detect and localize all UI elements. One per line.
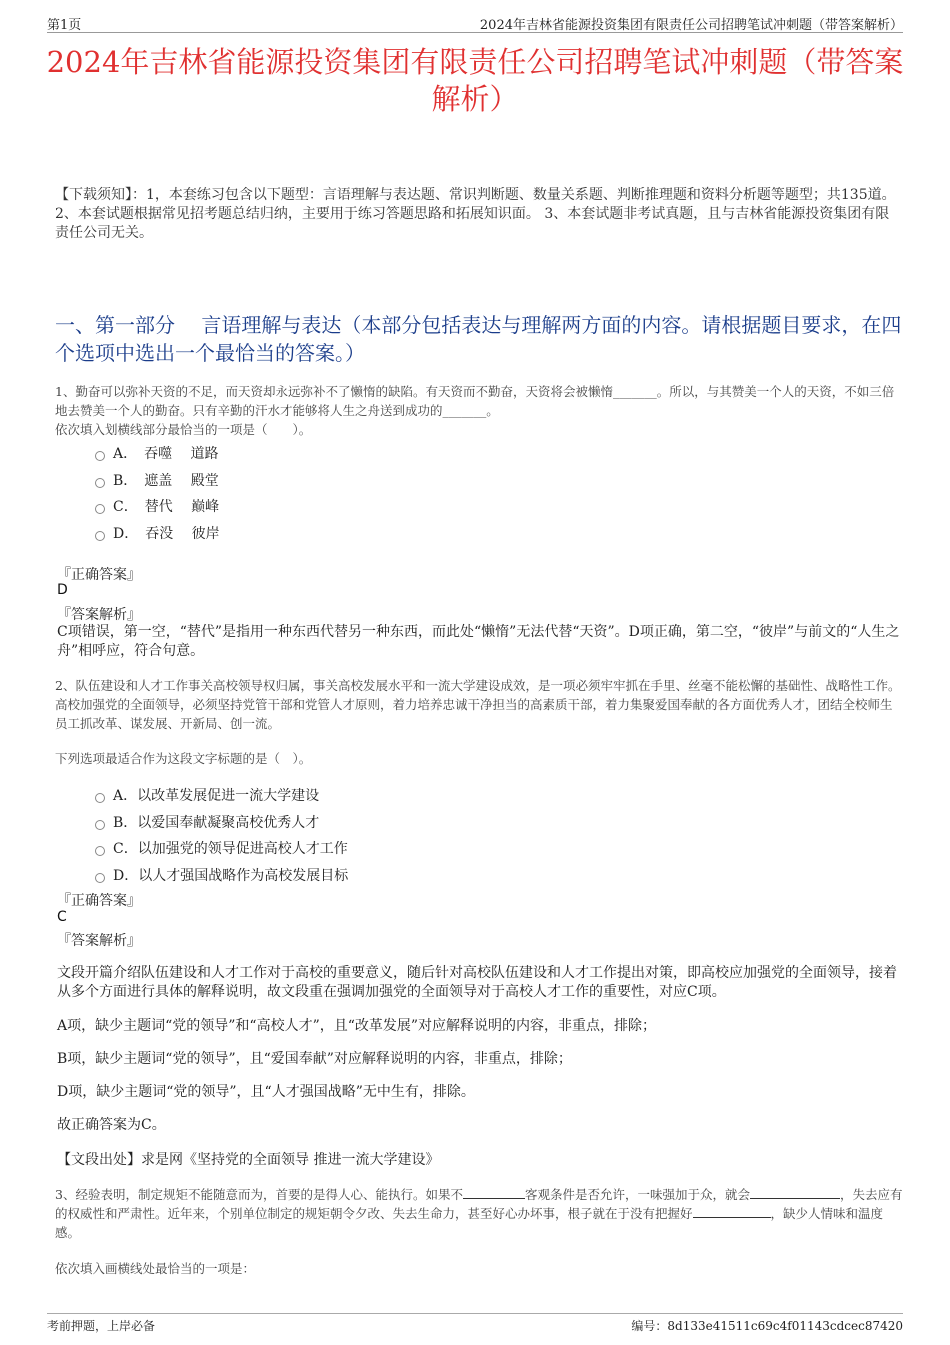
question-2-answer-label: 『正确答案』 — [57, 893, 141, 909]
page-footer — [47, 1313, 903, 1336]
question-2-option-d[interactable]: D．以人才强国战略作为高校发展目标 — [95, 862, 348, 889]
fill-blank[interactable] — [693, 1205, 771, 1218]
question-2-analysis-p4: D项，缺少主题词“党的领导”，且“人才强国战略”无中生有，排除。 — [57, 1084, 475, 1100]
question-2-analysis-p5: 故正确答案为C。 — [57, 1117, 166, 1133]
question-1-answer: D — [57, 582, 68, 598]
fill-blank[interactable] — [463, 1186, 525, 1199]
radio-button[interactable] — [95, 793, 105, 803]
question-3-part-b: 客观条件是否允许，一味强加于众，就会 — [524, 1187, 750, 1202]
question-3-part-a: 3、经验表明，制定规矩不能随意而为，首要的是得人心、能执行。如果不 — [55, 1187, 463, 1202]
question-1-options — [95, 440, 220, 546]
radio-button[interactable] — [95, 504, 105, 514]
question-1-option-d[interactable]: D． 吞没 彼岸 — [95, 520, 220, 547]
question-2-option-c[interactable]: C．以加强党的领导促进高校人才工作 — [95, 835, 348, 862]
section-heading: 一、第一部分 言语理解与表达（本部分包括表达与理解两方面的内容。请根据题目要求，在四个选项中选出一个最恰当的答案。） — [55, 313, 902, 365]
header-doc-title: 2024年吉林省能源投资集团有限责任公司招聘笔试冲刺题（带答案解析） — [479, 18, 903, 33]
download-notice: 【下载须知】：1，本套练习包含以下题型：言语理解与表达题、常识判断题、数量关系题、判断推理题和资料分析题等题型；共135道。 2、本套试题根据常见招考题总结归纳，主要用于练习答题思路和拓展知识面。 3、本套试题非考试真题，且与吉林省能源投资集团有限责任公司无关。 — [55, 187, 896, 241]
question-2-source: 【文段出处】求是网《坚持党的全面领导 推进一流大学建设》 — [57, 1152, 440, 1168]
question-1-answer-label: 『正确答案』 — [57, 567, 141, 583]
fill-blank[interactable] — [750, 1186, 840, 1199]
question-1-option-a[interactable]: A． 吞噬 道路 — [95, 440, 220, 467]
radio-button[interactable] — [95, 478, 105, 488]
footer-slogan: 考前押题，上岸必备 — [47, 1319, 156, 1333]
question-1-analysis: C项错误，第一空，“替代”是指用一种东西代替另一种东西，而此处“懒惰”无法代替“天资”。D项正确，第二空，“彼岸”与前文的“人生之舟”相呼应，符合句意。 — [57, 624, 900, 659]
radio-button[interactable] — [95, 846, 105, 856]
radio-button[interactable] — [95, 531, 105, 541]
question-2-option-b[interactable]: B．以爱国奉献凝聚高校优秀人才 — [95, 809, 348, 836]
question-2-option-a[interactable]: A．以改革发展促进一流大学建设 — [95, 782, 348, 809]
question-1-stem: 1、勤奋可以弥补天资的不足，而天资却永远弥补不了懒惰的缺陷。有天资而不勤奋，天资将会被懒惰_______。所以，与其赞美一个人的天资，不如三倍地去赞美一个人的勤奋。只有辛勤的汗水才能够将人生之舟送到成功的_______。 — [55, 384, 895, 418]
page-header — [47, 14, 903, 33]
radio-button[interactable] — [95, 873, 105, 883]
question-3-prompt: 依次填入画横线处最恰当的一项是： — [55, 1261, 256, 1276]
question-3-text — [55, 1185, 903, 1242]
question-2-analysis-p3: B项，缺少主题词“党的领导”，且“爱国奉献”对应解释说明的内容，非重点，排除； — [57, 1051, 572, 1067]
footer-serial: 编号：8d133e41511c69c4f01143cdcec87420 — [631, 1319, 903, 1333]
question-2-options — [95, 782, 348, 888]
question-1-text — [55, 382, 903, 439]
document-title: 2024年吉林省能源投资集团有限责任公司招聘笔试冲刺题（带答案解析） — [46, 45, 904, 116]
question-1-option-b[interactable]: B． 遮盖 殿堂 — [95, 467, 220, 494]
question-2-prompt: 下列选项最适合作为这段文字标题的是（ ）。 — [55, 751, 312, 766]
question-2-answer: C — [57, 909, 67, 925]
question-3-part-d: ，缺少人情味和温度感。 — [55, 1206, 884, 1240]
question-1-option-c[interactable]: C． 替代 巅峰 — [95, 493, 220, 520]
question-3-part-c: ，失去应有的权威性和严肃性。近年来，个别单位制定的规矩朝令夕改、失去生命力，甚至好心办坏事，根子就在于没有把握好 — [55, 1187, 903, 1221]
radio-button[interactable] — [95, 451, 105, 461]
radio-button[interactable] — [95, 820, 105, 830]
question-1-prompt: 依次填入划横线部分最恰当的一项是（ ）。 — [55, 422, 312, 437]
question-2-analysis-label: 『答案解析』 — [57, 933, 141, 949]
question-2-text: 2、队伍建设和人才工作事关高校领导权归属，事关高校发展水平和一流大学建设成效，是一项必须牢牢抓在手里、丝毫不能松懈的基础性、战略性工作。高校加强党的全面领导，必须坚持党管干部和党管人才原则，着力培养忠诚干净担当的高素质干部，着力集聚爱国奉献的各方面优秀人才，团结全校师生员工抓改革、谋发展、开新局、创一流。 — [55, 678, 901, 731]
page-number: 第1页 — [47, 18, 82, 33]
question-2-analysis-p1: 文段开篇介绍队伍建设和人才工作对于高校的重要意义，随后针对高校队伍建设和人才工作提出对策，即高校应加强党的全面领导，接着从多个方面进行具体的解释说明，故文段重在强调加强党的全面领导对于高校人才工作的重要性，对应C项。 — [57, 965, 897, 1000]
question-1-analysis-label: 『答案解析』 — [57, 607, 141, 623]
question-2-analysis-p2: A项，缺少主题词“党的领导”和“高校人才”，且“改革发展”对应解释说明的内容，非重点，排除； — [57, 1018, 657, 1034]
